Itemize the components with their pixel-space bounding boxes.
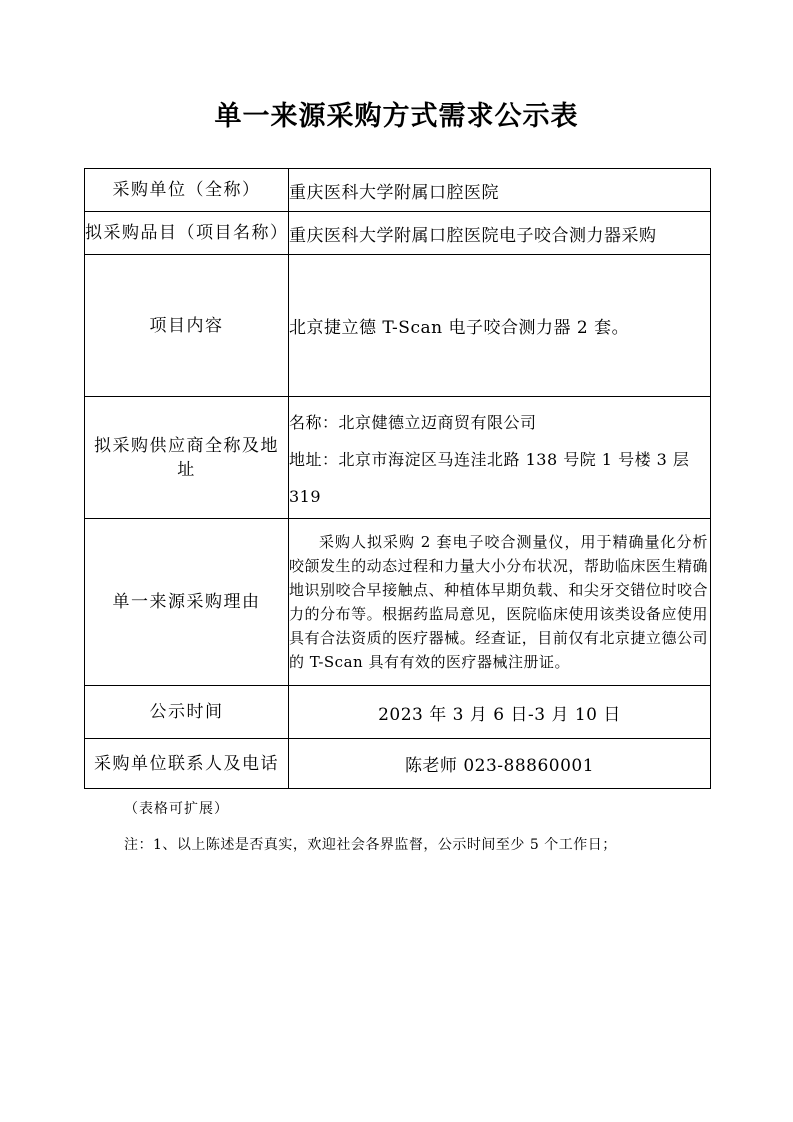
project-name-label: 拟采购品目（项目名称） (85, 212, 289, 255)
row-reason (85, 519, 711, 686)
reason-text: 采购人拟采购 2 套电子咬合测量仪，用于精确量化分析咬颌发生的动态过程和力量大小分布状况，帮助临床医生精确地识别咬合早接触点、种植体早期负载、和尖牙交错位时咬合力的分布等。根据药监局意见，医院临床使用该类设备应使用具有合法资质的医疗器械。经查证，目前仅有北京捷立德公司的 T-Scan 具有有效的医疗器械注册证。 (289, 533, 708, 671)
footnote-1: 注：1、以上陈述是否真实，欢迎社会各界监督，公示时间至少 5 个工作日； (124, 837, 617, 853)
publicity-time-value: 2023 年 3 月 6 日-3 月 10 日 (289, 686, 711, 739)
row-project-name (85, 212, 711, 255)
project-content-value: 北京捷立德 T-Scan 电子咬合测力器 2 套。 (289, 255, 711, 397)
purchasing-unit-value: 重庆医科大学附属口腔医院 (289, 169, 711, 212)
supplier-label: 拟采购供应商全称及地址 (85, 397, 289, 519)
row-purchasing-unit (85, 169, 711, 212)
contact-value: 陈老师 023-88860001 (289, 739, 711, 789)
project-content-label: 项目内容 (85, 255, 289, 397)
row-contact (85, 739, 711, 789)
table-expandable-note: （表格可扩展） (124, 801, 229, 817)
row-project-content (85, 255, 711, 397)
publicity-time-label: 公示时间 (85, 686, 289, 739)
row-publicity-time (85, 686, 711, 739)
reason-label: 单一来源采购理由 (85, 519, 289, 686)
supplier-address: 地址：北京市海淀区马连洼北路 138 号院 1 号楼 3 层 319 (289, 449, 690, 506)
requirement-table (84, 168, 711, 789)
supplier-value (289, 397, 711, 519)
row-supplier (85, 397, 711, 519)
project-name-value: 重庆医科大学附属口腔医院电子咬合测力器采购 (289, 212, 711, 255)
supplier-name: 名称：北京健德立迈商贸有限公司 (289, 412, 537, 432)
contact-label: 采购单位联系人及电话 (85, 739, 289, 789)
purchasing-unit-label: 采购单位（全称） (85, 169, 289, 212)
page-title: 单一来源采购方式需求公示表 (214, 101, 579, 132)
reason-value (289, 519, 711, 686)
